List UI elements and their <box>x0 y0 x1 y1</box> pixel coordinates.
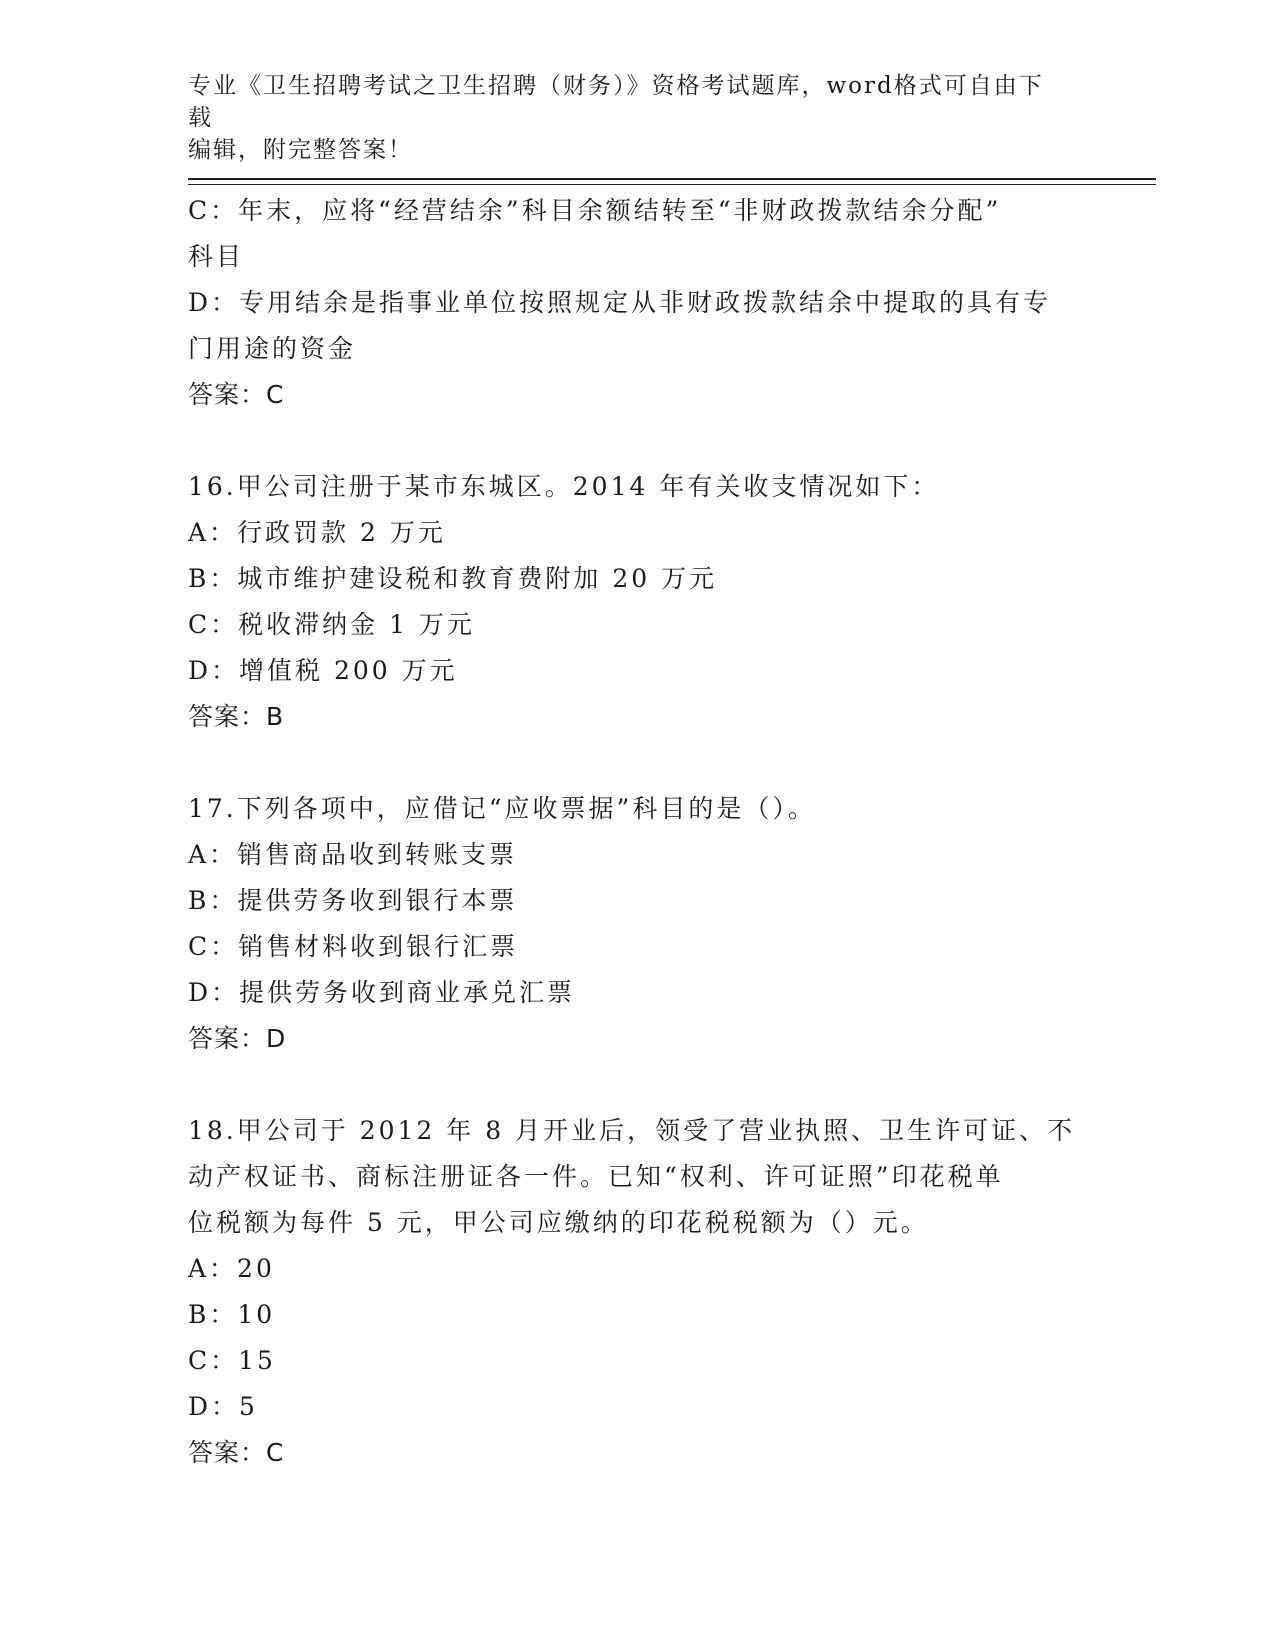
question-content <box>188 188 1088 1476</box>
text-line: C：15 <box>188 1346 276 1375</box>
text-line: 16.甲公司注册于某市东城区。2014 年有关收支情况如下： <box>188 472 940 501</box>
text-line: A：销售商品收到转账支票 <box>188 840 518 869</box>
text-line: B：提供劳务收到银行本票 <box>188 886 518 915</box>
paragraph-gap <box>188 418 1088 464</box>
text-line: 动产权证书、商标注册证各一件。已知“权利、许可证照”印花税单 <box>188 1162 1004 1191</box>
text-line: C：销售材料收到银行汇票 <box>188 932 519 961</box>
answer-line: 答案：B <box>188 702 285 731</box>
text-line: 18.甲公司于 2012 年 8 月开业后，领受了营业执照、卫生许可证、不 <box>188 1116 1076 1145</box>
text-line: D：专用结余是指事业单位按照规定从非财政拨款结余中提取的具有专 <box>188 288 1052 317</box>
text-line: 17.下列各项中，应借记“应收票据”科目的是（）。 <box>188 794 816 823</box>
text-line: B：10 <box>188 1300 276 1329</box>
text-line: 位税额为每件 5 元，甲公司应缴纳的印花税税额为（）元。 <box>188 1208 929 1237</box>
answer-line: 答案：C <box>188 1438 285 1467</box>
paragraph-gap <box>188 1062 1088 1108</box>
header-divider-thick <box>188 178 1156 180</box>
paragraph-gap <box>188 740 1088 786</box>
text-line: 科目 <box>188 242 245 271</box>
text-line: C：年末，应将“经营结余”科目余额结转至“非财政拨款结余分配” <box>188 196 1002 225</box>
header-line-2: 编辑，附完整答案！ <box>188 137 413 163</box>
text-line: A：20 <box>188 1254 275 1283</box>
text-line: D：提供劳务收到商业承兑汇票 <box>188 978 576 1007</box>
header-line-1: 专业《卫生招聘考试之卫生招聘（财务）》资格考试题库，word格式可自由下载 <box>188 73 1044 131</box>
answer-line: 答案：D <box>188 1024 287 1053</box>
text-line: C：税收滞纳金 1 万元 <box>188 610 475 639</box>
document-header <box>188 70 1068 166</box>
answer-line: 答案：C <box>188 380 285 409</box>
text-line: B：城市维护建设税和教育费附加 20 万元 <box>188 564 718 593</box>
text-line: 门用途的资金 <box>188 334 357 363</box>
header-divider-thin <box>188 184 1156 185</box>
text-line: D：5 <box>188 1392 258 1421</box>
text-line: D：增值税 200 万元 <box>188 656 458 685</box>
text-line: A：行政罚款 2 万元 <box>188 518 446 547</box>
